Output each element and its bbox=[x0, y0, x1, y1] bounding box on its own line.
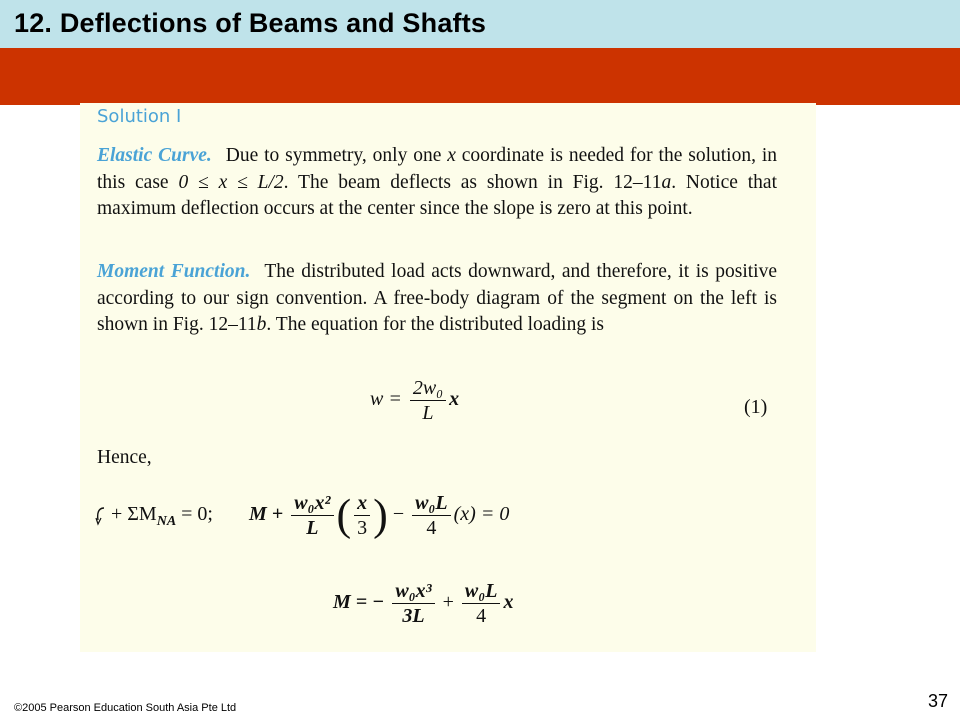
p1-text-a: Due to symmetry, only one bbox=[225, 145, 448, 166]
equation-number: (1) bbox=[744, 396, 768, 418]
page-number: 37 bbox=[928, 691, 949, 711]
accent-bar bbox=[0, 48, 960, 105]
eq3-rhs: x bbox=[503, 591, 514, 614]
eq2-f3-num: w₀L bbox=[412, 492, 451, 516]
p1-text-d: . Notice that maximum deflection occurs at the center since the slope is zero at this point. bbox=[97, 171, 778, 219]
equation-moment-result bbox=[333, 580, 513, 627]
eq3-fraction-2 bbox=[462, 580, 501, 627]
p1-text-b: coordinate is needed for the solution, in this case bbox=[97, 145, 777, 193]
slide-title: 12. Deflections of Beams and Shafts bbox=[14, 8, 487, 38]
eq2-tail: (x) = 0 bbox=[453, 503, 510, 526]
eq3-plus: + bbox=[442, 591, 454, 614]
eq1-lhs: w = bbox=[370, 388, 402, 411]
eq2-fraction-2 bbox=[354, 492, 370, 539]
copyright-icon: © bbox=[14, 702, 23, 714]
counterclockwise-moment-icon bbox=[95, 506, 109, 526]
eq2-fraction-3 bbox=[412, 492, 451, 539]
moment-function-paragraph bbox=[97, 259, 777, 339]
eq2-f2-den: 3 bbox=[357, 517, 368, 539]
copyright-footer bbox=[14, 702, 236, 714]
eq1-numerator: 2w₀ bbox=[410, 377, 446, 401]
equation-equilibrium bbox=[95, 492, 509, 539]
eq3-f1-den: 3L bbox=[402, 605, 425, 627]
eq2-M: M + bbox=[249, 503, 284, 526]
eq2-f3-den: 4 bbox=[426, 517, 437, 539]
eq2-sum-sub: NA bbox=[156, 514, 177, 530]
p2-text-b: . The equation for the distributed loading is bbox=[266, 314, 604, 335]
eq1-denominator: L bbox=[422, 402, 434, 424]
equation-1 bbox=[370, 377, 459, 424]
eq3-f2-num: w₀L bbox=[462, 580, 501, 604]
eq2-minus: − bbox=[392, 503, 405, 526]
eq3-lhs: M = − bbox=[333, 591, 385, 614]
right-paren: ) bbox=[373, 490, 388, 540]
eq3-f2-den: 4 bbox=[476, 605, 487, 627]
eq3-fraction-1 bbox=[392, 580, 434, 627]
p1-text-c: . The beam deflects as shown in Fig. 12–11 bbox=[283, 171, 662, 193]
eq3-f1-num: w₀x³ bbox=[392, 580, 434, 604]
p2-text-a: The distributed load acts downward, and therefore, it is positive according to our sign convention. A free-body diagram of the segment on the left is shown in Fig. 12–11 bbox=[97, 261, 777, 335]
eq1-fraction bbox=[410, 377, 446, 424]
eq2-f1-den: L bbox=[306, 517, 319, 539]
eq2-sum-rhs: = 0; bbox=[181, 503, 213, 526]
elastic-curve-lead: Elastic Curve. bbox=[97, 145, 212, 166]
elastic-curve-paragraph bbox=[97, 143, 777, 223]
p2-fig: b bbox=[256, 314, 267, 335]
eq2-fraction-1 bbox=[291, 492, 333, 539]
p1-x: x bbox=[447, 145, 456, 166]
p1-fig: a bbox=[661, 171, 672, 193]
solution-heading: Solution I bbox=[97, 106, 182, 127]
moment-function-lead: Moment Function. bbox=[97, 261, 251, 282]
p1-range: 0 ≤ x ≤ L/2 bbox=[178, 171, 284, 193]
left-paren: ( bbox=[336, 490, 352, 540]
eq1-rhs: x bbox=[449, 388, 460, 411]
footer-text: 2005 Pearson Education South Asia Pte Ltd bbox=[22, 702, 237, 714]
eq2-f1-num: w₀x² bbox=[291, 492, 333, 516]
eq2-f2-num: x bbox=[354, 492, 370, 516]
eq2-sum-label: + ΣM bbox=[111, 503, 157, 526]
hence-text: Hence, bbox=[97, 447, 152, 468]
